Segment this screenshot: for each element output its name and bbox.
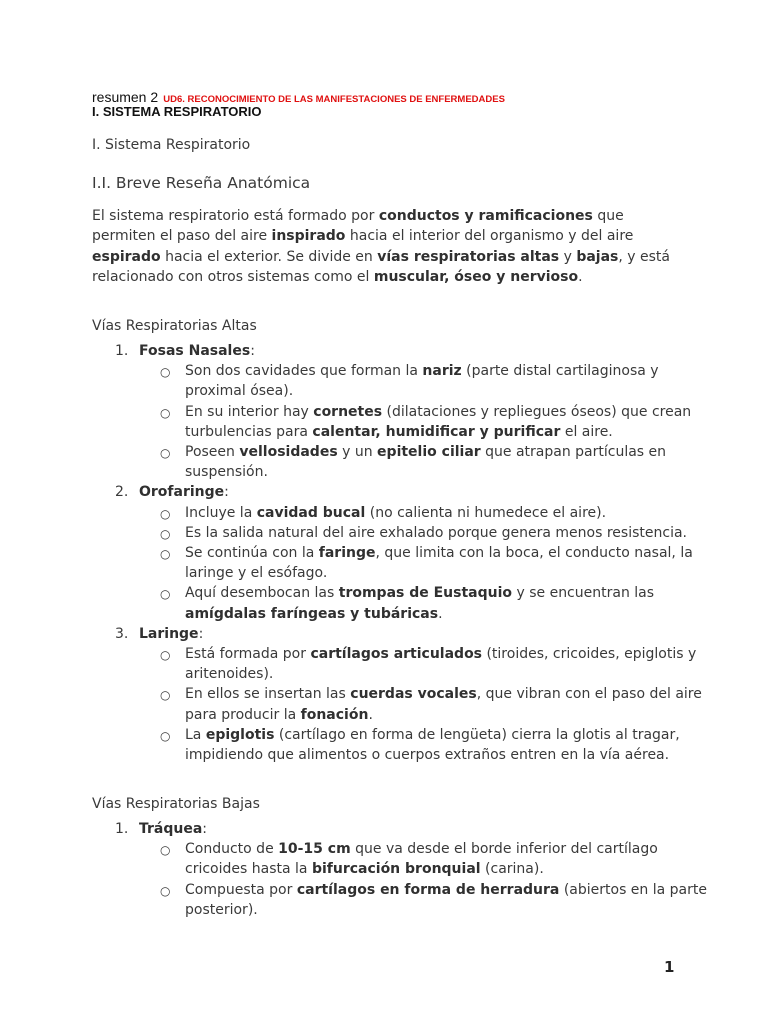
circle-bullet-icon: ○ bbox=[160, 688, 171, 703]
text-run: (parte distal cartilaginosa y bbox=[461, 363, 659, 380]
circle-bullet-icon: ○ bbox=[160, 506, 171, 521]
bold-run: nariz bbox=[422, 363, 462, 380]
bold-run: Laringe bbox=[139, 625, 199, 642]
text-run: laringe y el esófago. bbox=[185, 565, 328, 582]
text-run: , y está relacionado con otros sistemas como el bbox=[92, 248, 670, 285]
text-run: : bbox=[250, 343, 255, 359]
text-run: Conducto de bbox=[185, 841, 279, 858]
bullet-text-line bbox=[185, 839, 658, 859]
text-run: . bbox=[438, 605, 443, 622]
text-run: El sistema respiratorio está formado por bbox=[92, 208, 379, 224]
list-item-term bbox=[139, 482, 229, 502]
bullet-text-line bbox=[185, 381, 293, 401]
text-run: (abiertos en la parte bbox=[559, 881, 707, 898]
list-number: 3. bbox=[115, 625, 129, 642]
text-run: (cartílago en forma de lengüeta) cierra la glotis al tragar, bbox=[274, 726, 680, 743]
list-item-term bbox=[139, 624, 203, 644]
header-prefix: resumen 2 bbox=[92, 89, 159, 105]
bold-run: Tráquea bbox=[139, 821, 203, 837]
bullet-text-line bbox=[185, 462, 268, 482]
text-run: Son dos cavidades que forman la bbox=[185, 363, 423, 380]
text-run: aritenoides). bbox=[185, 666, 274, 683]
bold-run: bajas bbox=[576, 248, 619, 265]
circle-bullet-icon: ○ bbox=[160, 547, 171, 561]
bullet-text-line bbox=[185, 523, 687, 543]
bullet-text-line bbox=[185, 880, 707, 900]
text-run: que permiten el paso del aire bbox=[92, 208, 624, 245]
text-run: : bbox=[224, 484, 229, 501]
circle-bullet-icon: ○ bbox=[160, 843, 171, 858]
text-run: : bbox=[198, 625, 204, 642]
lower-airways-heading: Vías Respiratorias Bajas bbox=[92, 796, 260, 812]
text-run: el aire. bbox=[560, 423, 613, 440]
text-run: Se continúa con la bbox=[185, 545, 319, 561]
bold-run: amígdalas faríngeas y tubáricas bbox=[185, 605, 439, 622]
text-run: posterior). bbox=[185, 901, 258, 918]
bold-run: espirado bbox=[92, 248, 161, 265]
text-run: que atrapan partículas en bbox=[480, 444, 667, 460]
bullet-text-line bbox=[185, 644, 696, 664]
bold-run: epitelio ciliar bbox=[377, 444, 481, 460]
text-run: Es la salida natural del aire exhalado porque genera menos resistencia. bbox=[185, 524, 687, 541]
text-run: Poseen bbox=[185, 444, 240, 460]
bold-run: Fosas Nasales bbox=[139, 343, 251, 359]
header-title: I. SISTEMA RESPIRATORIO bbox=[92, 104, 262, 119]
text-run: turbulencias para bbox=[185, 423, 313, 440]
bullet-text-line bbox=[185, 705, 373, 725]
circle-bullet-icon: ○ bbox=[160, 446, 171, 460]
bullet-text-line bbox=[185, 859, 544, 879]
text-run: Compuesta por bbox=[185, 881, 297, 898]
bold-run: fonación bbox=[300, 706, 369, 723]
header-unit-title: UD6. RECONOCIMIENTO DE LAS MANIFESTACIONES DE ENFERMEDADES bbox=[163, 94, 505, 105]
circle-bullet-icon: ○ bbox=[160, 587, 171, 602]
bullet-text-line bbox=[185, 402, 691, 422]
text-run: hacia el exterior. Se divide en bbox=[160, 248, 378, 265]
bold-run: inspirado bbox=[271, 228, 346, 245]
bold-run: bifurcación bronquial bbox=[311, 861, 481, 878]
intro-paragraph bbox=[92, 206, 682, 287]
bullet-text-line bbox=[185, 664, 273, 684]
text-run: : bbox=[202, 821, 208, 837]
bold-run: calentar, humidificar y purificar bbox=[312, 423, 561, 440]
text-run: Aquí desembocan las bbox=[185, 585, 339, 602]
bullet-text-line bbox=[185, 725, 680, 745]
text-run: (tiroides, cricoides, epiglotis y bbox=[482, 646, 697, 662]
text-run: . bbox=[578, 268, 583, 285]
list-item-term bbox=[139, 341, 255, 361]
circle-bullet-icon: ○ bbox=[160, 526, 171, 541]
bullet-text-line bbox=[185, 684, 702, 704]
text-run: para producir la bbox=[185, 706, 301, 723]
text-run: y se encuentran las bbox=[512, 585, 655, 602]
circle-bullet-icon: ○ bbox=[160, 405, 171, 420]
list-number: 1. bbox=[115, 343, 129, 359]
bullet-text-line bbox=[185, 361, 659, 381]
list-number: 2. bbox=[115, 484, 129, 501]
text-run: cricoides hasta la bbox=[185, 861, 312, 878]
text-run: suspensión. bbox=[185, 464, 268, 481]
bullet-text-line bbox=[185, 745, 669, 765]
bold-run: epiglotis bbox=[205, 726, 275, 743]
text-run: (no calienta ni humedece el aire). bbox=[365, 504, 607, 521]
text-run: y un bbox=[337, 444, 378, 460]
bold-run: 10-15 cm bbox=[278, 841, 351, 858]
bullet-text-line bbox=[185, 543, 693, 563]
bold-run: cornetes bbox=[313, 403, 383, 420]
list-number: 1. bbox=[115, 821, 129, 837]
bullet-text-line bbox=[185, 442, 666, 462]
circle-bullet-icon: ○ bbox=[160, 728, 171, 743]
text-run: hacia el interior del organismo y del aire bbox=[345, 228, 634, 245]
bold-run: cavidad bucal bbox=[256, 504, 366, 521]
bold-run: vías respiratorias altas bbox=[377, 248, 560, 265]
bullet-text-line bbox=[185, 563, 327, 583]
text-run: impidiendo que alimentos o cuerpos extraños entren en la vía aérea. bbox=[185, 747, 670, 763]
text-run: , que vibran con el paso del aire bbox=[476, 686, 702, 703]
text-run: proximal ósea). bbox=[185, 383, 294, 400]
bullet-text-line bbox=[185, 422, 613, 442]
circle-bullet-icon: ○ bbox=[160, 648, 171, 662]
bold-run: muscular, óseo y nervioso bbox=[373, 268, 579, 285]
bullet-text-line bbox=[185, 503, 606, 523]
text-run: Está formada por bbox=[185, 646, 311, 662]
list-item-term bbox=[139, 819, 207, 839]
bold-run: faringe bbox=[318, 545, 376, 561]
circle-bullet-icon: ○ bbox=[160, 883, 171, 898]
section-heading: I. Sistema Respiratorio bbox=[92, 137, 251, 153]
text-run: . bbox=[368, 706, 373, 723]
bold-run: vellosidades bbox=[239, 444, 338, 460]
circle-bullet-icon: ○ bbox=[160, 365, 171, 380]
bold-run: Orofaringe bbox=[139, 484, 225, 501]
text-run: , que limita con la boca, el conducto nasal, la bbox=[375, 545, 693, 561]
bullet-text-line bbox=[185, 900, 258, 920]
bullet-text-line bbox=[185, 583, 654, 603]
bold-run: trompas de Eustaquio bbox=[338, 585, 513, 602]
text-run: Incluye la bbox=[185, 504, 257, 521]
upper-airways-heading: Vías Respiratorias Altas bbox=[92, 318, 257, 334]
bold-run: cartílagos articulados bbox=[310, 646, 483, 662]
bullet-text-line bbox=[185, 604, 443, 624]
subsection-heading: I.I. Breve Reseña Anatómica bbox=[92, 174, 311, 192]
text-run: y bbox=[559, 248, 577, 265]
text-run: (carina). bbox=[480, 861, 544, 878]
text-run: En ellos se insertan las bbox=[185, 686, 351, 703]
bold-run: cuerdas vocales bbox=[350, 686, 477, 703]
text-run: La bbox=[185, 726, 206, 743]
bold-run: cartílagos en forma de herradura bbox=[296, 881, 560, 898]
text-run: En su interior hay bbox=[185, 403, 314, 420]
text-run: (dilataciones y repliegues óseos) que crean bbox=[382, 403, 692, 420]
bold-run: conductos y ramificaciones bbox=[378, 208, 593, 224]
page-number: 1 bbox=[664, 958, 675, 976]
text-run: que va desde el borde inferior del cartílago bbox=[350, 841, 658, 858]
